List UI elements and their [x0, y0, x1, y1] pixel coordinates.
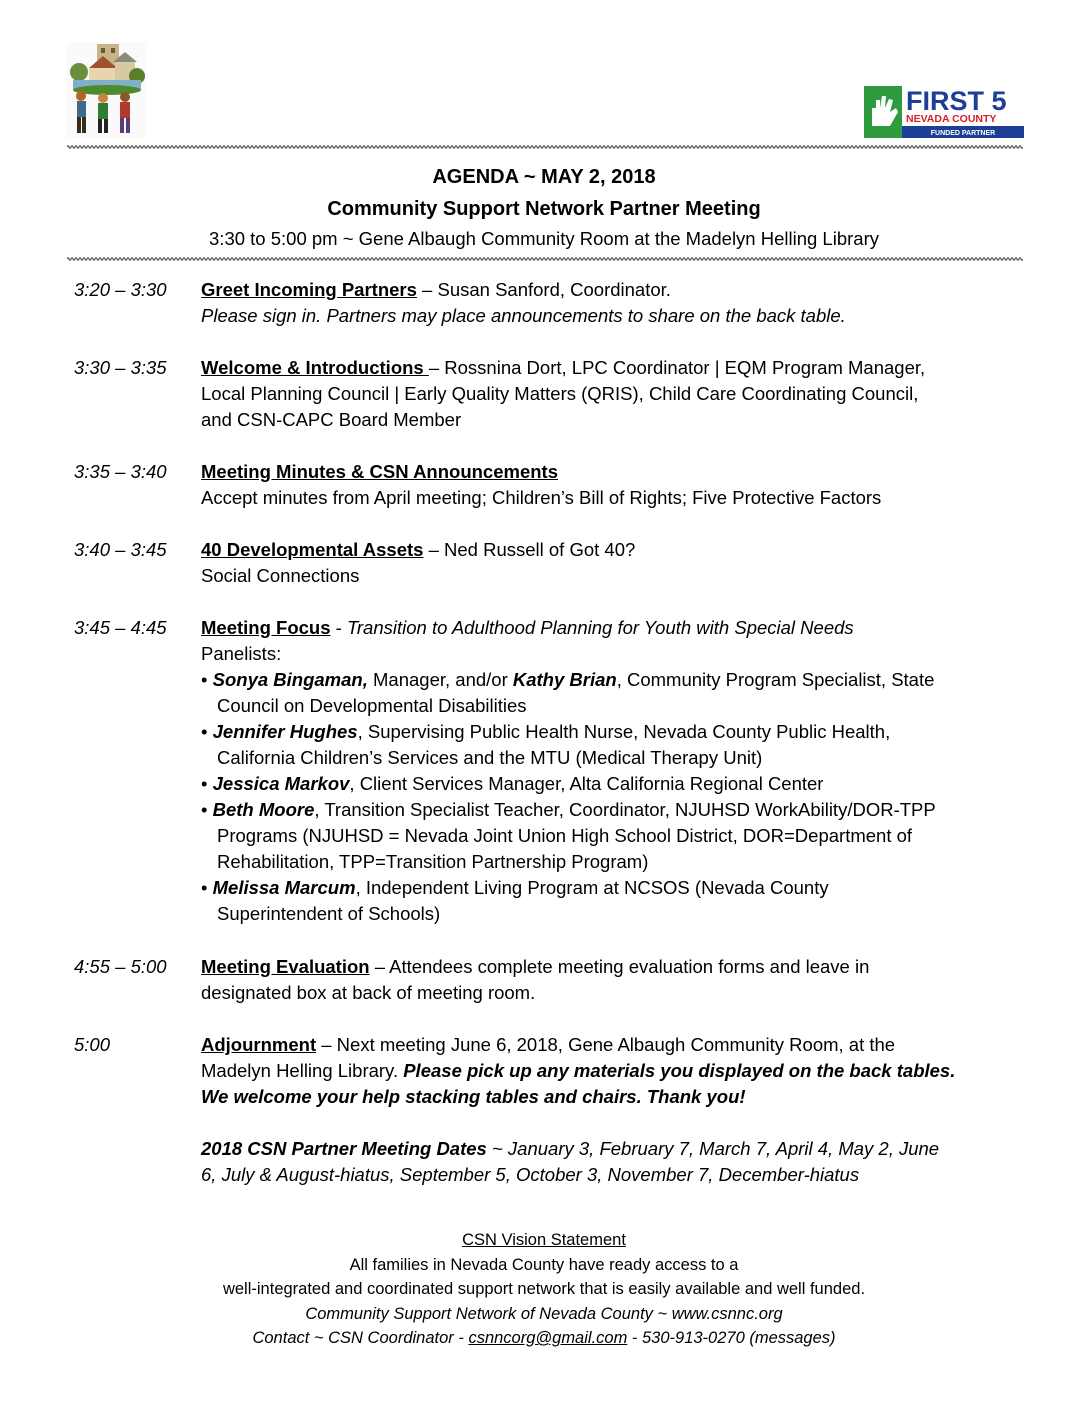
agenda-item	[201, 1032, 1001, 1188]
meeting-dates: ~ January 3, February 7, March 7, April 4, May 2, June	[486, 1138, 940, 1159]
panelist-text: , Client Services Manager, Alta California Regional Center	[349, 773, 824, 794]
agenda-item	[201, 459, 1001, 511]
agenda-item-text: and CSN-CAPC Board Member	[201, 409, 462, 430]
agenda-item	[201, 537, 1001, 589]
panelist-text: Manager, and/or	[367, 669, 513, 690]
first5-logo	[864, 86, 1024, 138]
agenda-item-text: – Next meeting June 6, 2018, Gene Albaugh Community Room, at the	[316, 1034, 896, 1055]
agenda-item-title: Meeting Focus	[201, 617, 331, 638]
agenda-time: 3:30 – 3:35	[74, 357, 167, 378]
agenda-item	[201, 277, 1001, 329]
panelist-name: Sonya Bingaman,	[212, 669, 368, 690]
panelist-text: Superintendent of Schools)	[217, 903, 441, 924]
panelist: • Beth Moore, Transition Specialist Teacher, Coordinator, NJUHSD WorkAbility/DOR-TPP Programs (NJUHSD = Nevada Joint Union High School District, DOR=Department of Rehabilitation, TPP=Transition Partnership Program)	[201, 799, 936, 872]
vision-title: CSN Vision Statement	[462, 1231, 626, 1249]
agenda-time: 5:00	[74, 1034, 111, 1055]
panelist-text: Programs (NJUHSD = Nevada Joint Union High School District, DOR=Department of	[217, 825, 913, 846]
agenda-item	[201, 355, 1001, 433]
panelist-name: Kathy Brian	[512, 669, 617, 690]
divider-bottom	[67, 256, 1023, 262]
agenda-item-text: Local Planning Council | Early Quality Matters (QRIS), Child Care Coordinating Council,	[201, 383, 919, 404]
panelist-name: Jennifer Hughes	[212, 721, 358, 742]
agenda-item-text: Madelyn Helling Library.	[201, 1060, 404, 1081]
community-logo-icon	[67, 42, 147, 138]
page-subtitle: Community Support Network Partner Meeting	[327, 198, 761, 220]
panelist-text: Rehabilitation, TPP=Transition Partnership Program)	[217, 851, 649, 872]
agenda-item	[201, 615, 1001, 927]
org-line: Community Support Network of Nevada County ~ www.csnnc.org	[305, 1304, 783, 1323]
agenda-item-text: Accept minutes from April meeting; Children’s Bill of Rights; Five Protective Factors	[201, 487, 882, 508]
panelist-name: Jessica Markov	[212, 773, 350, 794]
agenda-item-title: Adjournment	[201, 1034, 317, 1055]
agenda-item-text: – Susan Sanford, Coordinator.	[416, 279, 671, 300]
vision-text: All families in Nevada County have ready access to a	[349, 1255, 739, 1274]
agenda-time: 3:20 – 3:30	[74, 279, 167, 300]
agenda-item-title: 40 Developmental Assets	[201, 539, 424, 560]
agenda-item-text: – Ned Russell of Got 40?	[423, 539, 636, 560]
agenda-item-title: Greet Incoming Partners	[201, 279, 417, 300]
agenda-item-text: -	[330, 617, 347, 638]
agenda-item	[201, 954, 1001, 1006]
first5-band: FUNDED PARTNER	[930, 130, 996, 137]
footer	[0, 1228, 1088, 1351]
agenda-time: 3:35 – 3:40	[74, 461, 167, 482]
agenda-time: 4:55 – 5:00	[74, 956, 167, 977]
panelist-name: Beth Moore	[212, 799, 315, 820]
contact-label: Contact ~ CSN Coordinator -	[252, 1329, 469, 1347]
panelist-text: , Independent Living Program at NCSOS (Nevada County	[355, 877, 829, 898]
agenda-item-text: – Attendees complete meeting evaluation forms and leave in	[369, 956, 870, 977]
panelist: • Sonya Bingaman, Manager, and/or Kathy Brian, Community Program Specialist, State Council on Developmental Disabilities	[201, 669, 935, 716]
panelist-name: Melissa Marcum	[212, 877, 356, 898]
panelist-text: , Supervising Public Health Nurse, Nevada County Public Health,	[357, 721, 891, 742]
agenda-item-title: Meeting Evaluation	[201, 956, 370, 977]
agenda-item-topic: Transition to Adulthood Planning for Youth with Special Needs	[346, 617, 854, 638]
page-title: AGENDA ~ MAY 2, 2018	[432, 166, 656, 188]
agenda-time: 3:40 – 3:45	[74, 539, 167, 560]
panelist-text: Council on Developmental Disabilities	[217, 695, 527, 716]
panelist-text: California Children’s Services and the MTU (Medical Therapy Unit)	[217, 747, 763, 768]
divider-top	[67, 144, 1023, 150]
contact-phone: - 530-913-0270 (messages)	[627, 1329, 836, 1347]
agenda-item-title: Welcome & Introductions	[201, 357, 429, 378]
panelist: • Jennifer Hughes, Supervising Public Health Nurse, Nevada County Public Health, California Children’s Services and the MTU (Medical Therapy Unit)	[201, 721, 891, 768]
agenda-item-text: – Rossnina Dort, LPC Coordinator | EQM Program Manager,	[428, 357, 926, 378]
panelist-text: , Transition Specialist Teacher, Coordinator, NJUHSD WorkAbility/DOR-TPP	[314, 799, 936, 820]
meeting-details: 3:30 to 5:00 pm ~ Gene Albaugh Community Room at the Madelyn Helling Library	[209, 228, 879, 249]
agenda-item-emphasis: Please pick up any materials you displayed on the back tables.	[403, 1060, 956, 1081]
panelist-text: , Community Program Specialist, State	[616, 669, 935, 690]
agenda-item-emphasis: We welcome your help stacking tables and chairs. Thank you!	[201, 1086, 746, 1107]
meeting-dates-title: 2018 CSN Partner Meeting Dates	[201, 1138, 487, 1159]
agenda-time: 3:45 – 4:45	[74, 617, 167, 638]
panelist: • Jessica Markov, Client Services Manager, Alta California Regional Center	[201, 773, 824, 794]
agenda-item-text: Social Connections	[201, 565, 360, 586]
panelist: • Melissa Marcum, Independent Living Program at NCSOS (Nevada County Superintendent of Schools)	[201, 877, 829, 924]
vision-text: well-integrated and coordinated support network that is easily available and well funded.	[222, 1280, 866, 1298]
panelists-label: Panelists:	[201, 643, 282, 664]
first5-sub: NEVADA COUNTY	[906, 113, 997, 125]
agenda-item-note: Please sign in. Partners may place announcements to share on the back table.	[201, 305, 846, 326]
first5-title: FIRST 5	[906, 86, 1007, 116]
meeting-dates: 6, July & August-hiatus, September 5, October 3, November 7, December-hiatus	[201, 1164, 860, 1185]
agenda-item-text: designated box at back of meeting room.	[201, 982, 536, 1003]
contact-email-link[interactable]: csnncorg@gmail.com	[468, 1329, 628, 1347]
agenda-item-title: Meeting Minutes & CSN Announcements	[201, 461, 559, 482]
